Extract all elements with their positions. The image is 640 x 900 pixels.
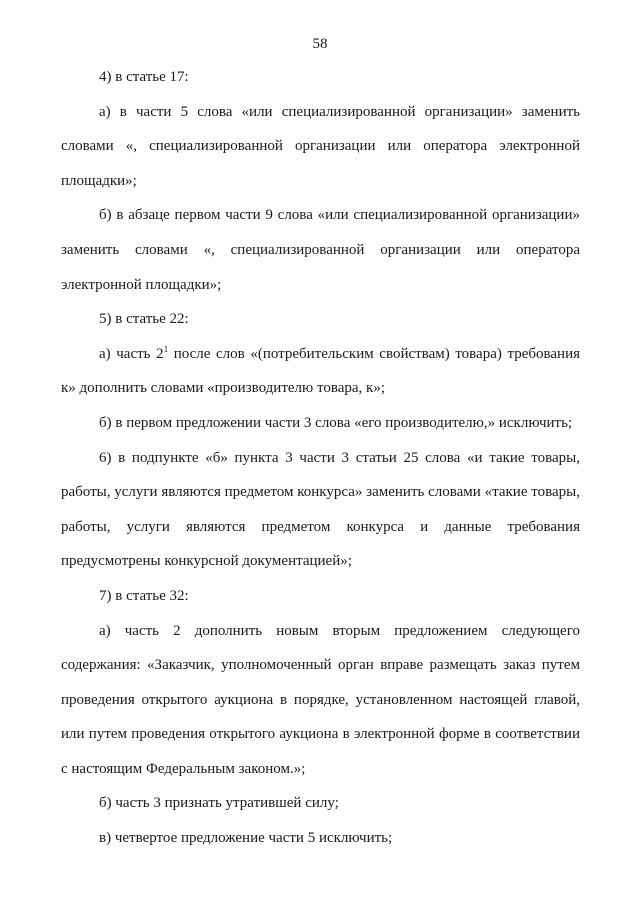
paragraph-17a: а) в части 5 слова «или специализированной организации» заменить словами «, специализированной организации или оператора электронной площадки»; [61, 103, 580, 189]
paragraph-item-5: 5) в статье 22: [99, 311, 189, 328]
superscript-one: 1 [163, 343, 169, 354]
paragraph-32c: в) четвертое предложение части 5 исключить; [99, 830, 393, 847]
document-body [61, 60, 580, 856]
paragraph-item-6: 6) в подпункте «б» пункта 3 части 3 статьи 25 слова «и такие товары, работы, услуги являются предметом конкурса» заменить словами «такие товары, работы, услуги являются предметом конкурса и данные требования предусмотрены конкурсной документацией»; [61, 449, 580, 570]
paragraph-32b: б) часть 3 признать утратившей силу; [99, 795, 339, 812]
page-number: 58 [312, 36, 328, 52]
paragraph-22b: б) в первом предложении части 3 слова «его производителю,» исключить; [99, 414, 573, 431]
paragraph-item-4: 4) в статье 17: [99, 69, 189, 85]
paragraph-32a: а) часть 2 дополнить новым вторым предложением следующего содержания: «Заказчик, уполномоченный орган вправе размещать заказ путем проведения открытого аукциона в порядке, установленном настоящей главой, или путем проведения открытого аукциона в электронной форме в соответствии с настоящим Федеральным законом.»; [61, 622, 580, 777]
paragraph-item-7: 7) в статье 32: [99, 587, 189, 604]
paragraph-17b: б) в абзаце первом части 9 слова «или специализированной организации» заменить словами «, специализированной организации или оператора электронной площадки»; [61, 207, 580, 293]
paragraph-22a-after: после слов «(потребительским свойствам) товара) требования к» дополнить словами «производителю товара, к»; [61, 345, 580, 397]
paragraph-22a [61, 337, 580, 406]
paragraph-22a-before: а) часть 2 [99, 345, 164, 362]
